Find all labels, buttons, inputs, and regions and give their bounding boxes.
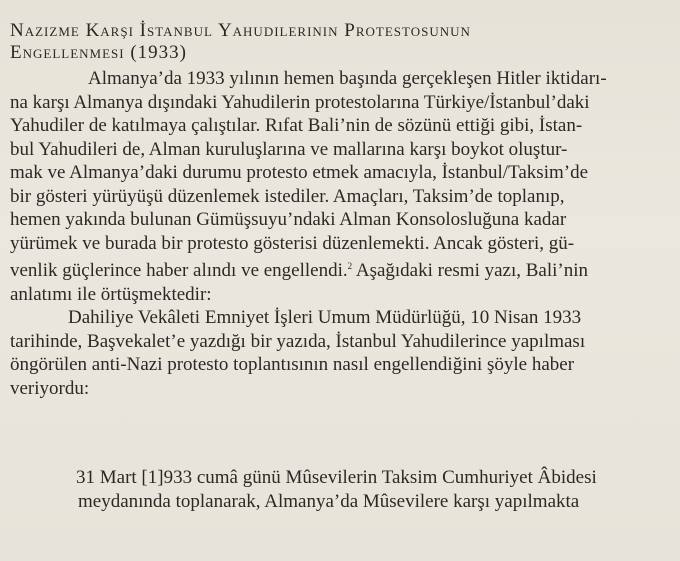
heading-line: Engellenmesi (1933) [10,42,187,63]
section-heading [10,20,650,64]
text-line: Almanya’da 1933 yılının hemen başında gerçekleşen Hitler iktidarı- [88,68,607,89]
text-line: na karşı Almanya dışındaki Yahudilerin protestolarına Türkiye/İstanbul’daki [10,91,590,113]
quote-line: meydanında toplanarak, Almanya’da Mûsevilere karşı yapılmakta [78,491,580,512]
text-line: anlatımı ile örtüşmektedir: [10,283,212,305]
text-fragment: venlik güçlerince haber alındı ve engellendi. [10,260,348,281]
text-line: tarihinde, Başvekalet’e yazdığı bir yazıda, İstanbul Yahudilerince yapılması [10,330,586,352]
body-text [10,67,658,400]
text-line: veriyordu: [10,377,90,399]
heading-line: Nazizme Karşı İstanbul Yahudilerinin Protestosunun [10,20,471,41]
text-line: Dahiliye Vekâleti Emniyet İşleri Umum Müdürlüğü, 10 Nisan 1933 [68,307,582,328]
text-line: Yahudiler de katılmaya çalıştılar. Rıfat Bali’nin de sözünü ettiği gibi, İstan- [10,115,583,136]
text-line: hemen yakında bulunan Gümüşsuyu’ndaki Alman Konsolosluğuna kadar [10,209,567,230]
text-line: öngörülen anti-Nazi protesto toplantısının nasıl engellendiğini şöyle haber [10,354,575,375]
footnote-marker[interactable]: 2 [347,261,353,271]
text-line: bir gösteri yürüyüşü düzenlemek istediler. Amaçları, Taksim’de toplanıp, [10,185,565,207]
text-line: bul Yahudileri de, Alman kuruluşlarına ve mallarına karşı boykot oluştur- [10,138,568,160]
text-fragment: Aşağıdaki resmi yazı, Bali’nin [352,260,589,281]
quote-line: 31 Mart [1]933 cumâ günü Mûsevilerin Taksim Cumhuriyet Âbidesi [76,467,597,488]
text-line: yürümek ve burada bir protesto gösterisi düzenlemekti. Ancak gösteri, gü- [10,232,575,254]
text-line: mak ve Almanya’daki durumu protesto etmek amacıyla, İstanbul/Taksim’de [10,162,589,183]
block-quote [76,466,666,514]
text-line [10,255,658,283]
